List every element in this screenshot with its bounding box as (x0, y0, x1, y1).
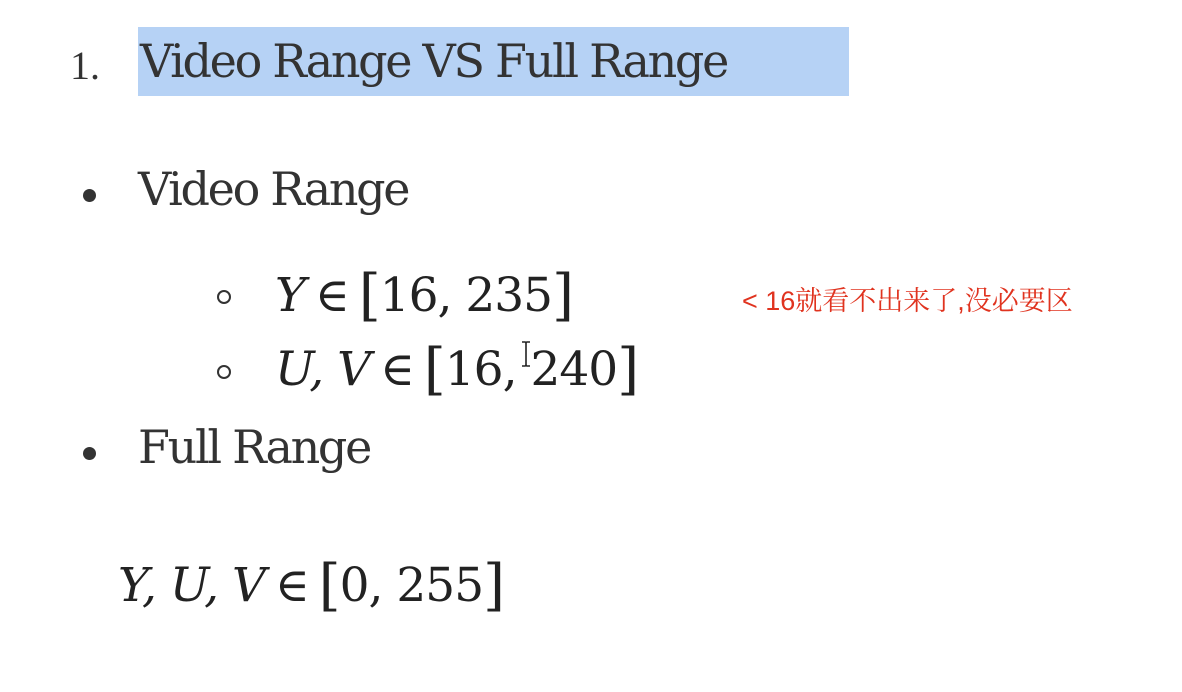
element-of-symbol: ∈ (274, 558, 309, 613)
y-var: Y (275, 268, 306, 323)
element-of-symbol: ∈ (380, 342, 414, 397)
full-range-label: Full Range (138, 420, 370, 474)
annotation-note: < 16就看不出来了,没必要区 (742, 286, 1073, 316)
close-bracket: ] (617, 337, 639, 402)
open-bracket: [ (423, 337, 445, 402)
element-of-symbol: ∈ (315, 268, 349, 323)
uv-var: U, V (275, 342, 371, 397)
heading-title[interactable]: Video Range VS Full Range (140, 34, 727, 88)
bullet-circle (217, 365, 231, 379)
open-bracket: [ (318, 553, 340, 618)
y-range-equation (275, 263, 573, 328)
bullet-disc (83, 447, 96, 460)
open-bracket: [ (358, 263, 380, 328)
uv-range-equation (275, 337, 638, 402)
full-range-equation (118, 553, 504, 618)
list-number: 1. (70, 43, 100, 88)
full-range-values: 0, 255 (339, 558, 484, 613)
uv-range-values: 16, 240 (444, 342, 618, 397)
y-range-values: 16, 235 (379, 268, 553, 323)
close-bracket: ] (483, 553, 504, 618)
video-range-label: Video Range (138, 162, 409, 216)
close-bracket: ] (552, 263, 573, 328)
yuv-var: Y, U, V (118, 558, 265, 613)
text-cursor-icon (520, 341, 532, 367)
bullet-disc (83, 189, 96, 202)
bullet-circle (217, 290, 231, 304)
